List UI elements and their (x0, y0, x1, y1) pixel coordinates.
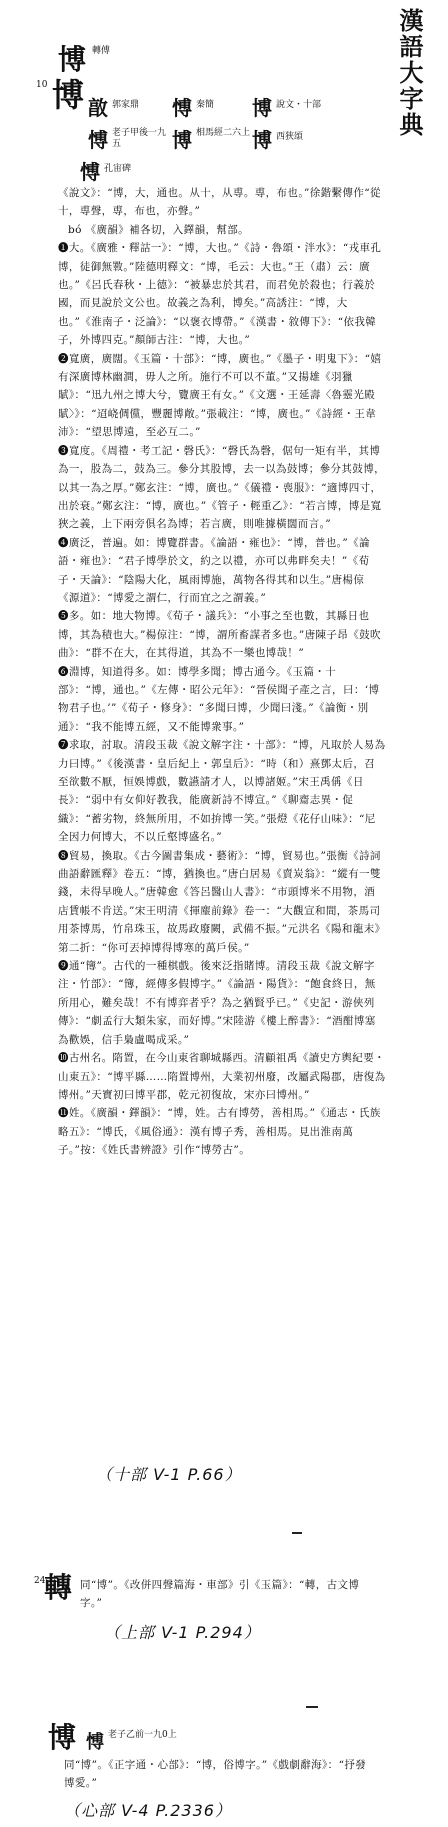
sense-8: ❽貿易，換取。《古今圖書集成・藝術》：“博，貿易也。”張衡《詩詞曲語辭匯釋》卷五：“博，猶換也。”唐白居易《賣炭翁》：“縱有一雙錢，未得早晚人。”唐韓愈《答呂醫山人書》：“市頭博米不用物，酒店賃帳不肯送。”宋王明清《揮麈前錄》卷一：“大觀宣和間，茶馬司用茶博馬，竹帛珠玉，故馬政廢闕，武備不振。”元洪名《陽和龍末》第二折：“你可丟掉博得博寒的萬戶侯。” (58, 849, 386, 954)
entry-number: 10 (36, 80, 48, 90)
source-ref-1: （十部 V-1 P.66） (96, 1465, 242, 1484)
sense-4: ❹廣泛，普遍。如：博覽群書。《論語・雍也》：“博，普也。”《論語・雍也》：“君子博學於文，約之以禮，亦可以弗畔矣夫！”《荀子・天論》：“陰陽大化，風雨博施，萬物各得其和以生。”唐楊倞《源道》：“博愛之謂仁，行而宜之之謂義。” (58, 536, 370, 604)
sense-10: ❿古州名。隋置，在今山東省聊城縣西。清顧祖禹《讀史方輿紀要・山東五》：“博平縣……隋置博州，大業初州廢，改屬武陽郡，唐復為博州。”天寶初曰博平郡，乾元初復故，宋亦曰博州。” (58, 1052, 386, 1101)
sense-7: ❼求取，討取。清段玉裁《說文解字注・十部》：“博，凡取於人易為力曰博。”《後漢書・皇后紀上・郭皇后》：“時（和）熹鄧太后，召至欲數不厭，恒娛博戲，數讌請才人，以博諸姬。”宋王禹偁《日長》：“弱中有女仰好教我，能廣新詩不博宣。”《聊齋志異・促織》：“蓄劣物，終無所用，不如拚博一笑。”張燈《花仔山味》：“尼全因力何博大，不以丘壑博盛名。” (58, 739, 386, 844)
source-ref-3: （心部 V-4 P.2336） (64, 1801, 232, 1820)
main-headword: 博 (52, 76, 85, 114)
variant-2-source: 秦簡 (196, 100, 215, 110)
variant-5-source: 相馬經二六上 (196, 128, 251, 138)
sense-6: ❻淵博，知道得多。如：博學多聞；博古通今。《玉篇・十部》：“博，通也。”《左傳・昭公元年》：“晉侯聞子產之言，曰：‘博物君子也。’”《荀子・修身》：“多聞曰博，少聞曰淺。”《論衡・別通》：“我不能博五經，又不能博衆事。” (58, 665, 380, 733)
dash-mark (292, 1532, 302, 1534)
guangyun-paragraph: bó 《廣韻》補各切，入鐸韻，幫部。 (68, 223, 250, 236)
sense-2: ❷寬廣，廣闊。《玉篇・十部》：“博，廣也。”《墨子・明鬼下》：“嬉有深廣博林幽澗，毋人之所。施行不可以不董。”又揚雄《羽獵賦》：“迅九州之博大兮，覽廣王有女。”《文選・王延壽〈魯靈光殿賦〉》：“迢峣倜儻，豐麗博敞。”張載注：“博，廣也。”《詩經・王韋沛》：“望思博遠，至必互二。” (58, 352, 382, 439)
sense-1: ❶大。《廣雅・釋詁一》：“博，大也。”《詩・魯頌・泮水》：“戎車孔博，徒御無斁。”陸德明釋文：“博，毛云：大也。”王（肅）云：廣也。”《呂氏春秋・上德》：“被暴忠於其君，而君免於殺也；行義於國，而見說於文公也。故義之為利，博矣。”高誘注：“博，大也。”《淮南子・泛論》：“以褒衣博帶。”《漢書・敘傳下》：“依我韓子，外博四克。”顏師古注：“博，大也。” (58, 242, 382, 347)
variant-4-char: 愽 (88, 128, 108, 152)
variant-7-char: 愽 (80, 160, 100, 184)
entry-body (58, 184, 386, 1160)
headword: 博 (58, 43, 87, 76)
headword-note: 轉傅 (92, 46, 111, 56)
variant-6-char: 博 (252, 128, 272, 152)
shuowen-paragraph: 《說文》：“博，大，通也。从十，从尃。尃，布也。”徐鍇繫傳作“從十，尃聲，尃，布也，亦聲。” (58, 187, 381, 218)
variant-6-source: 西狹頌 (276, 132, 304, 142)
variant-1-char: 㪟 (88, 96, 108, 120)
variant-3-char: 愽 (86, 1732, 104, 1753)
sense-11: ⓫姓。《廣韻・鐸韻》：“博，姓。古有博勞，善相馬。”《通志・氏族略五》：“博氏，《風俗通》：漢有博子秀，善相馬。見出淮南萬子。”按：《姓氏書辨證》引作“博勞古”。 (58, 1107, 381, 1157)
dash-mark (306, 1706, 318, 1708)
sense-9: ❾通“簙”。古代的一種棋戲。後來泛指賭博。清段玉裁《說文解字注・竹部》：“簙，經傳多假博字。”《論語・陽貨》：“飽食終日，無所用心，難矣哉！不有博弈者乎？為之猶賢乎已。”《史記・游俠列傳》：“劇孟行大類朱家，而好博。”宋陸游《樓上醉書》：“酒酣博塞為歡娛，信手梟盧喝成采。” (58, 960, 376, 1046)
dictionary-title: 漢語大字典 (395, 8, 424, 138)
entry-2-text: 同“博”。《改併四聲篇海・車部》引《玉篇》：“轉，古文博字。” (80, 1579, 360, 1610)
headword-3: 博 (48, 1721, 77, 1754)
variant-3-char: 博 (252, 96, 272, 120)
variant-1-source: 郭家鼎 (112, 100, 140, 110)
sense-5: ❺多。如：地大物博。《荀子・議兵》：“小事之至也數，其縣日也博，其為積也大。”楊倞注：“博，謂所畜謀者多也。”唐陳子昂《鼓吹曲》：“群不在大，在其得道，其為不一樂也博哉！” (58, 610, 381, 660)
headword-2: 轉 (44, 1571, 73, 1604)
variant-2-char: 愽 (172, 96, 192, 120)
variant-3-source: 說文・十部 (276, 100, 322, 110)
variant-3-source: 老子乙前一九0上 (108, 1730, 177, 1740)
variant-4-source: 老子甲後一九五 (112, 128, 167, 149)
entry-number-2: 24 (34, 1576, 46, 1586)
sense-3: ❸寬度。《周禮・考工記・磬氏》：“磬氏為磬，倨句一矩有半，其博為一，股為二，鼓為三。參分其股博，去一以為鼓博；參分其鼓博，以其一為之厚。”鄭玄注：“博，廣也。”《儀禮・喪服》：“適博四寸，出於衰。”鄭玄注：“博，廣也。”《管子・輕重乙》：“若言博，博是寬狹之義，上下兩旁俱名為博；若言廣，則唯據橫闊而言。” (58, 444, 385, 531)
variant-7-source: 孔宙碑 (104, 164, 132, 174)
source-ref-2: （上部 V-1 P.294） (104, 1623, 261, 1642)
variant-5-char: 博 (172, 128, 192, 152)
entry-3-text: 同“博”。《正字通・心部》：“博，俗博字。”《戲劇辭海》：“抒發博愛。” (64, 1759, 367, 1790)
